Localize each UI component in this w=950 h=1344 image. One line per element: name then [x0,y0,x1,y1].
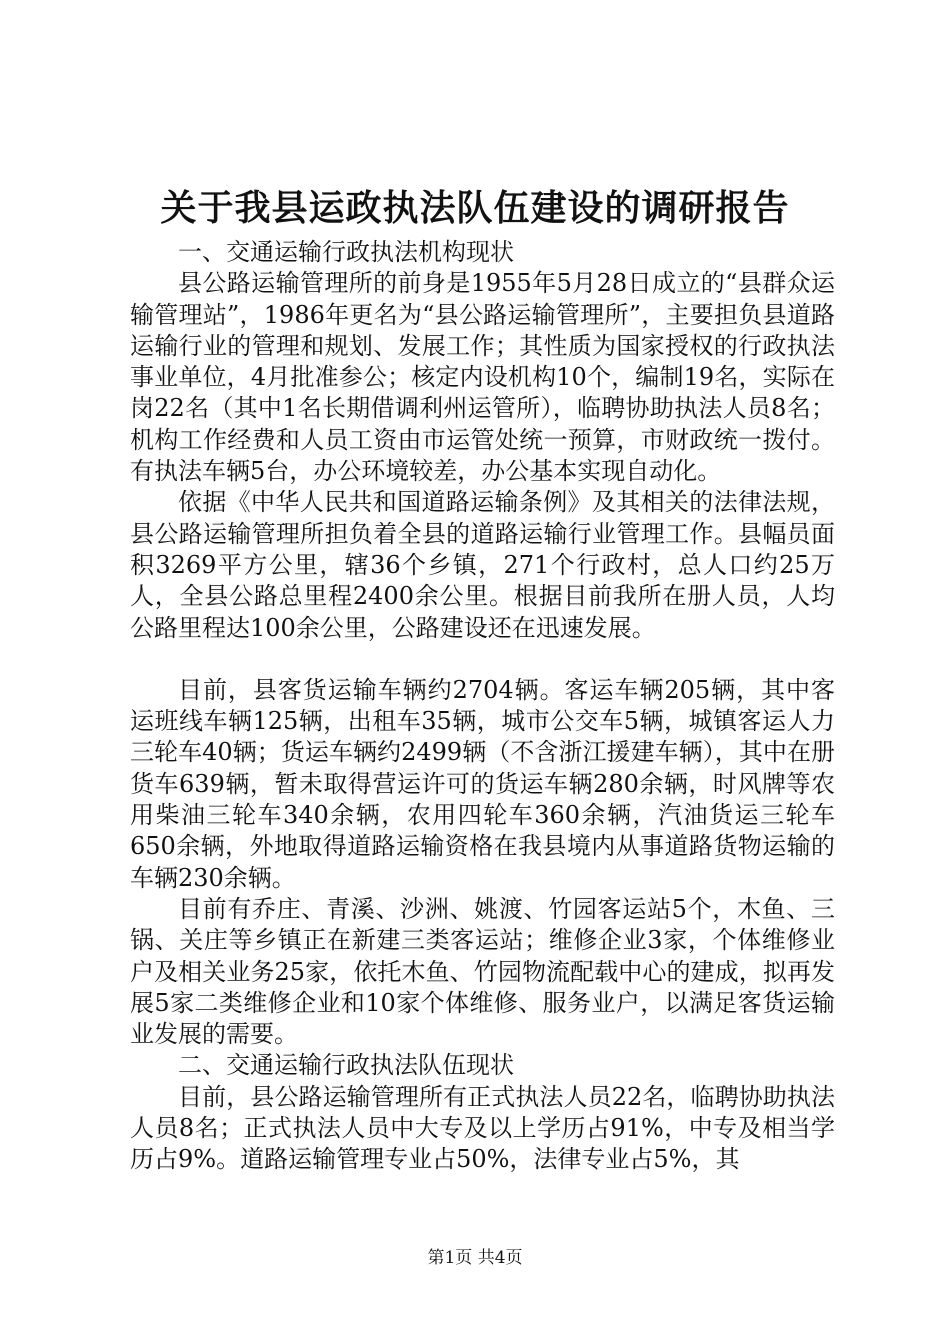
paragraph-legal-basis: 依据《中华人民共和国道路运输条例》及其相关的法律法规，县公路运输管理所担负着全县的道路运输行业管理工作。县幅员面积3269平方公里，辖36个乡镇，271个行政村，总人口约25万人，全县公路总里程2400余公里。根据目前我所在册人员，人均公路里程达100余公里，公路建设还在迅速发展。 [130,488,835,642]
document-body [130,237,835,1176]
paragraph-stations: 目前有乔庄、青溪、沙洲、姚渡、竹园客运站5个，木鱼、三锅、关庄等乡镇正在新建三类客运站；维修企业3家，个体维修业户及相关业务25家，依托木鱼、竹园物流配载中心的建成，拟再发展5家二类维修企业和10家个体维修、服务业户，以满足客货运输业发展的需要。 [130,894,835,1049]
page-number: 第1页 共4页 [427,1248,523,1268]
paragraph-staff: 目前，县公路运输管理所有正式执法人员22名，临聘协助执法人员8名；正式执法人员中大专及以上学历占91%，中专及相当学历占9%。道路运输管理专业占50%，法律专业占5%，其 [130,1082,835,1174]
paragraph-vehicle-stats: 目前，县客货运输车辆约2704辆。客运车辆205辆，其中客运班线车辆125辆，出租车35辆，城市公交车5辆，城镇客运人力三轮车40辆；货运车辆约2499辆（不含浙江援建车辆），其中在册货车639辆，暂未取得营运许可的货运车辆280余辆，时风牌等农用柴油三轮车340余辆，农用四轮车360余辆，汽油货运三轮车650余辆，外地取得道路运输资格在我县境内从事道路货物运输的车辆230余辆。 [130,675,835,892]
document-title: 关于我县运政执法队伍建设的调研报告 [160,187,790,229]
section-heading-2: 二、交通运输行政执法队伍现状 [178,1051,514,1080]
section-heading-1: 一、交通运输行政执法机构现状 [178,238,514,266]
paragraph-agency-history: 县公路运输管理所的前身是1955年5月28日成立的“县群众运输管理站”，1986年更名为“县公路运输管理所”，主要担负县道路运输行业的管理和规划、发展工作；其性质为国家授权的行政执法事业单位，4月批准参公；核定内设机构10个，编制19名，实际在岗22名（其中1名长期借调利州运管所），临聘协助执法人员8名；机构工作经费和人员工资由市运管处统一预算，市财政统一拨付。有执法车辆5台，办公环境较差，办公基本实现自动化。 [130,269,835,486]
